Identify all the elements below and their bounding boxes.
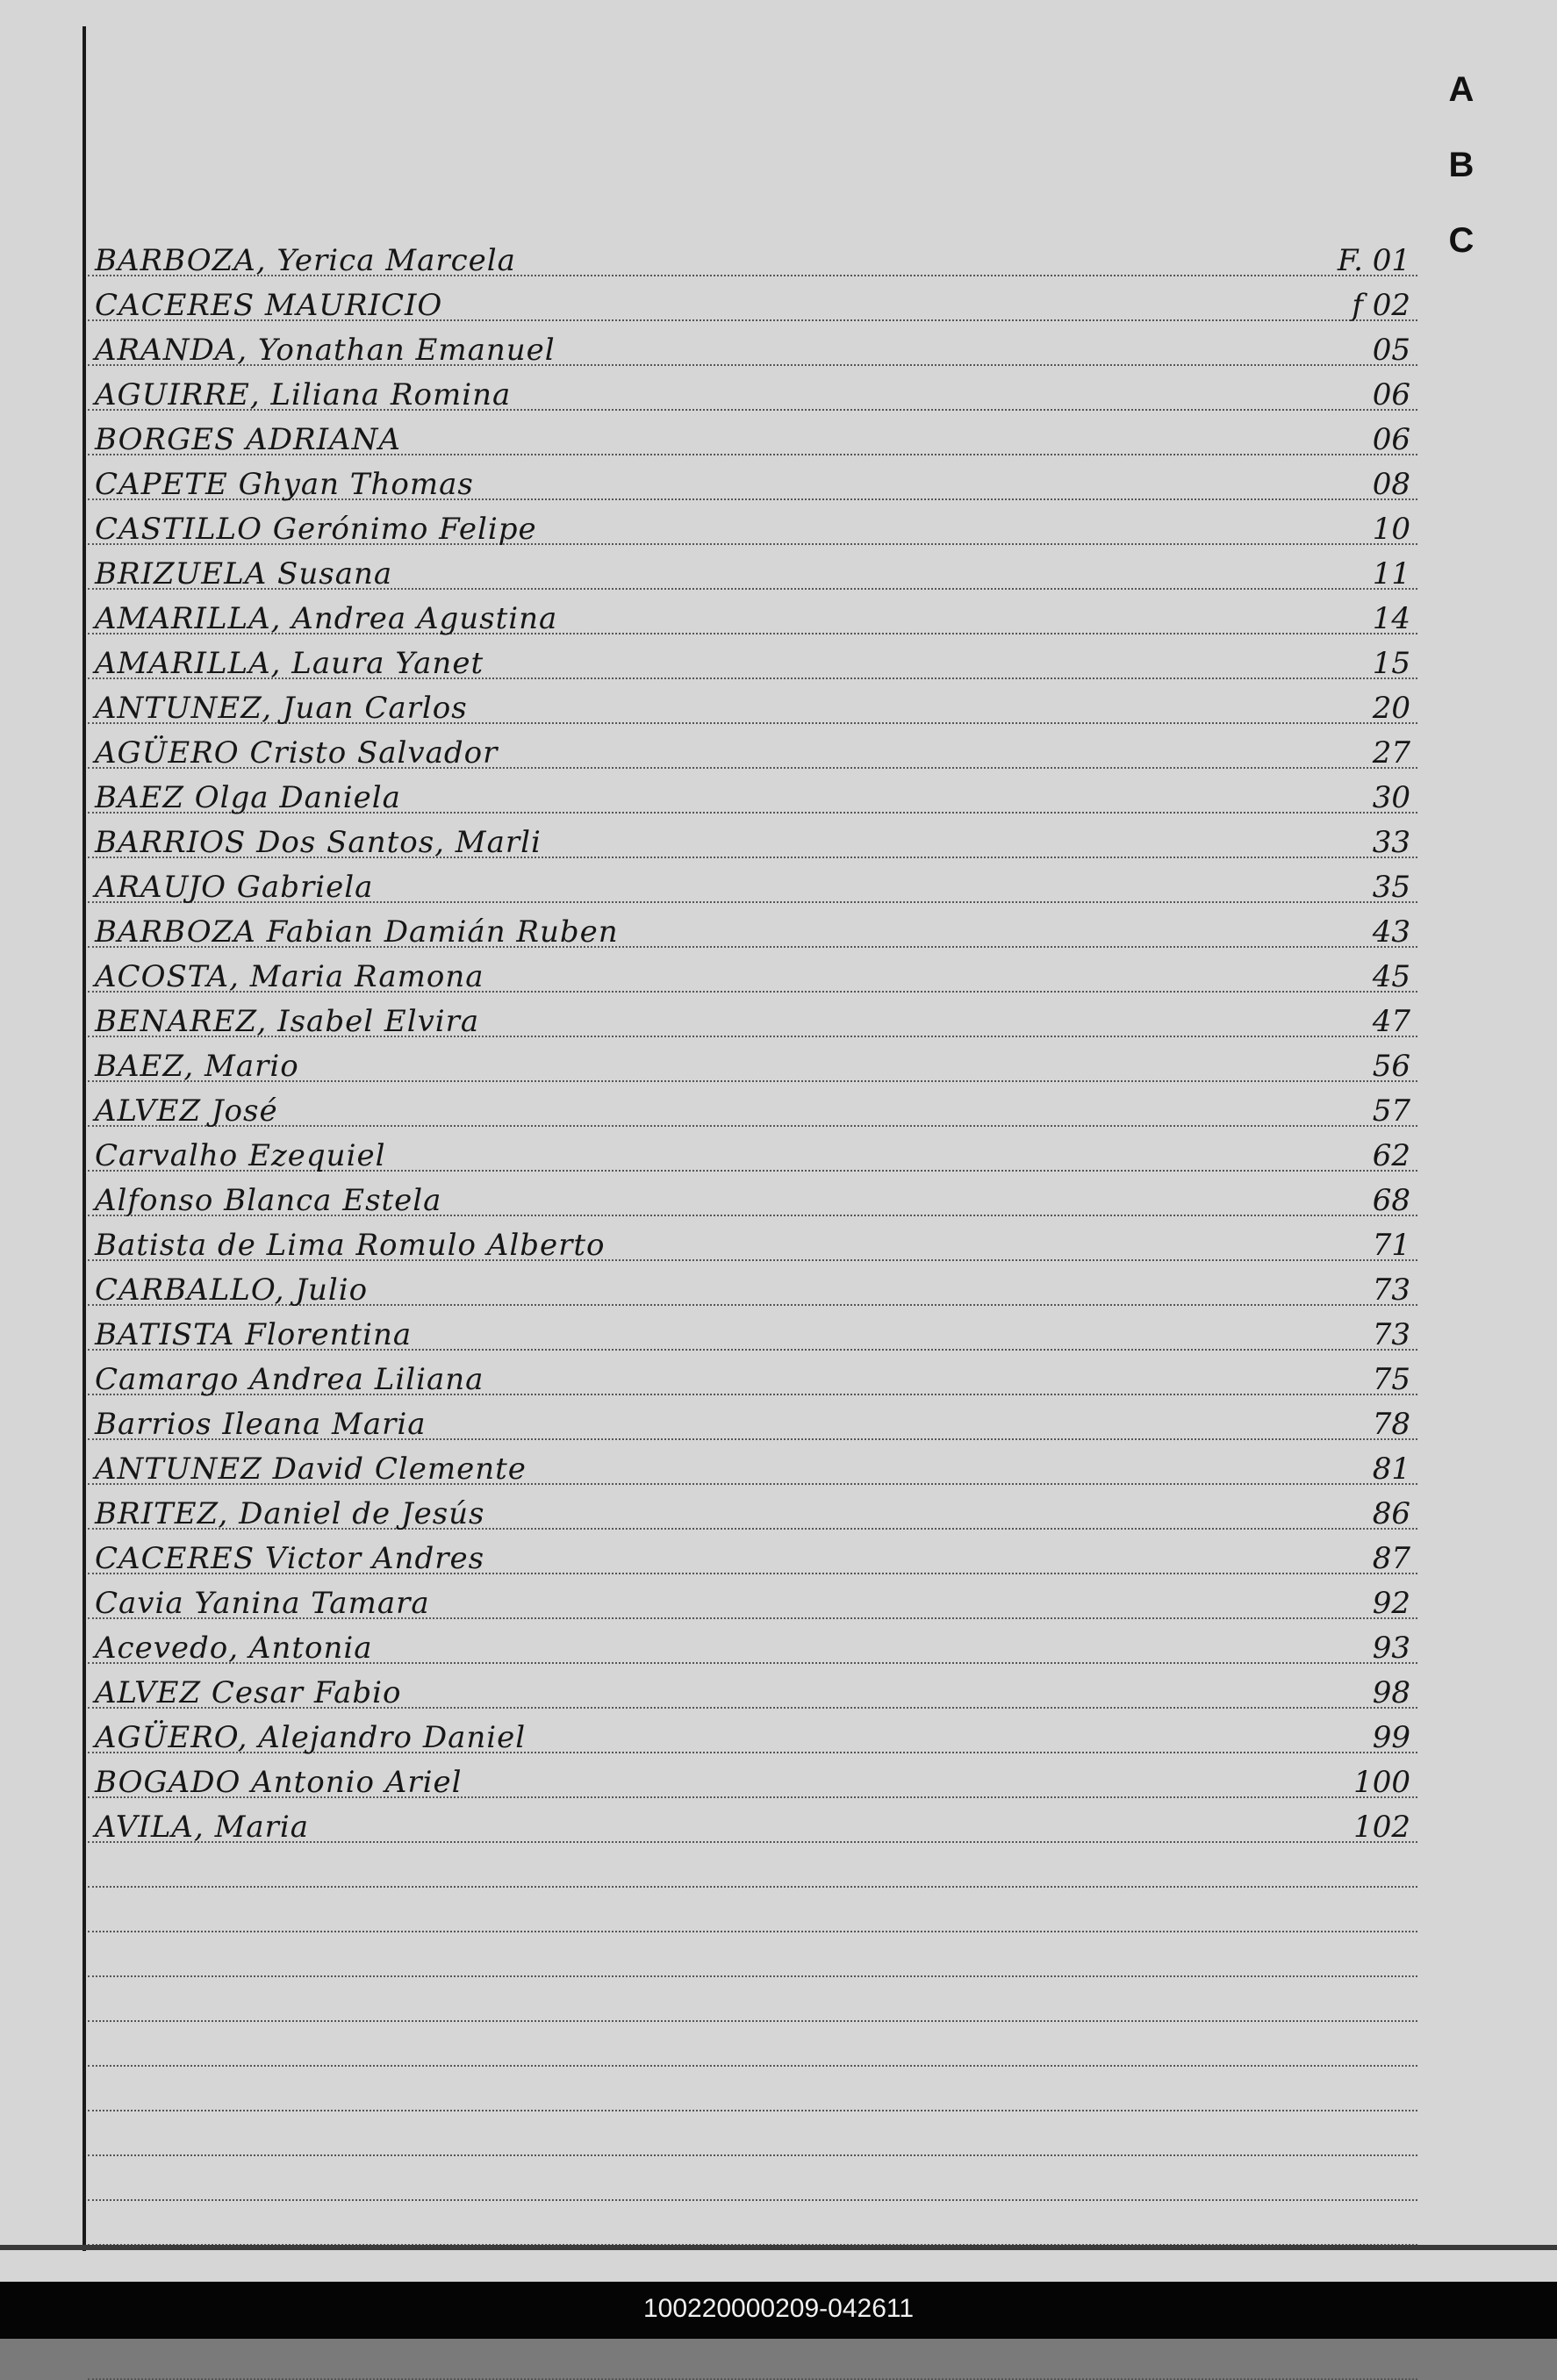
list-item xyxy=(88,1528,1417,1574)
entry-number: 57 xyxy=(1372,1093,1410,1129)
entry-name: Carvalho Ezequiel xyxy=(95,1138,386,1173)
list-item xyxy=(88,1662,1417,1709)
entry-number: 56 xyxy=(1372,1049,1410,1084)
entry-number: 100 xyxy=(1353,1765,1410,1800)
list-item xyxy=(88,588,1417,634)
entry-number: 62 xyxy=(1372,1138,1410,1173)
entry-name: AMARILLA, Laura Yanet xyxy=(95,646,484,681)
entry-name: ANTUNEZ David Clemente xyxy=(95,1452,527,1487)
list-item xyxy=(88,1215,1417,1261)
entry-number: 93 xyxy=(1372,1631,1410,1666)
list-item xyxy=(88,767,1417,814)
entry-name: BENAREZ, Isabel Elvira xyxy=(95,1004,480,1039)
list-item xyxy=(88,946,1417,993)
empty-line xyxy=(88,1886,1417,1932)
entry-number: 14 xyxy=(1372,601,1410,636)
entry-name: AMARILLA, Andrea Agustina xyxy=(95,601,558,636)
entry-name: Camargo Andrea Liliana xyxy=(95,1362,484,1397)
empty-line xyxy=(88,2199,1417,2246)
entry-number: f 02 xyxy=(1352,288,1410,323)
entry-name: BAEZ, Mario xyxy=(95,1049,299,1084)
entry-name: ALVEZ José xyxy=(95,1093,278,1129)
entry-name: AVILA, Maria xyxy=(95,1810,310,1845)
list-item xyxy=(88,1259,1417,1306)
empty-line xyxy=(88,2333,1417,2380)
list-item xyxy=(88,275,1417,321)
entry-name: ACOSTA, Maria Ramona xyxy=(95,959,484,994)
entry-name: CAPETE Ghyan Thomas xyxy=(95,467,474,502)
list-item xyxy=(88,812,1417,858)
entry-name: Barrios Ileana Maria xyxy=(95,1407,427,1442)
list-item xyxy=(88,498,1417,545)
entry-name: AGUIRRE, Liliana Romina xyxy=(95,377,512,412)
margin-line xyxy=(83,26,86,2251)
list-item xyxy=(88,1796,1417,1843)
index-tab-a[interactable]: A xyxy=(1448,70,1474,109)
list-item xyxy=(88,901,1417,948)
empty-line xyxy=(88,1841,1417,1888)
list-item xyxy=(88,1125,1417,1172)
entry-number: 47 xyxy=(1372,1004,1410,1039)
entry-name: CASTILLO Gerónimo Felipe xyxy=(95,512,537,547)
entry-number: 05 xyxy=(1372,333,1410,368)
entry-number: 98 xyxy=(1372,1675,1410,1710)
entry-number: 15 xyxy=(1372,646,1410,681)
list-item xyxy=(88,1573,1417,1619)
index-tab-c[interactable]: C xyxy=(1448,221,1474,260)
entry-name: BARBOZA Fabian Damián Ruben xyxy=(95,914,619,950)
entry-number: 06 xyxy=(1372,377,1410,412)
entry-name: BAEZ Olga Daniela xyxy=(95,780,401,815)
list-item xyxy=(88,1349,1417,1395)
list-item xyxy=(88,857,1417,903)
entry-number: 33 xyxy=(1372,825,1410,860)
entry-name: BATISTA Florentina xyxy=(95,1317,413,1352)
entry-name: AGÜERO, Alejandro Daniel xyxy=(95,1720,527,1755)
bottom-rule xyxy=(0,2245,1557,2250)
list-item xyxy=(88,991,1417,1037)
entry-name: BARBOZA, Yerica Marcela xyxy=(95,243,516,278)
entry-name: BOGADO Antonio Ariel xyxy=(95,1765,463,1800)
list-item xyxy=(88,633,1417,679)
entry-name: Alfonso Blanca Estela xyxy=(95,1183,442,1218)
entry-number: 11 xyxy=(1372,556,1410,591)
entry-number: 78 xyxy=(1372,1407,1410,1442)
list-item xyxy=(88,1483,1417,1530)
entry-name: CARBALLO, Julio xyxy=(95,1272,369,1308)
list-item xyxy=(88,1304,1417,1351)
empty-line xyxy=(88,1975,1417,2022)
entry-number: 99 xyxy=(1372,1720,1410,1755)
entry-name: BRITEZ, Daniel de Jesús xyxy=(95,1496,485,1531)
entry-number: 102 xyxy=(1353,1810,1410,1845)
list-item xyxy=(88,319,1417,366)
entry-number: 10 xyxy=(1372,512,1410,547)
entry-number: 08 xyxy=(1372,467,1410,502)
empty-line xyxy=(88,2020,1417,2067)
entry-name: ARANDA, Yonathan Emanuel xyxy=(95,333,556,368)
entry-number: 35 xyxy=(1372,870,1410,905)
list-item xyxy=(88,1617,1417,1664)
list-item xyxy=(88,722,1417,769)
list-item xyxy=(88,1170,1417,1216)
entry-name: Batista de Lima Romulo Alberto xyxy=(95,1228,606,1263)
entry-name: AGÜERO Cristo Salvador xyxy=(95,735,499,771)
list-item xyxy=(88,454,1417,500)
document-id: 100220000209-042611 xyxy=(642,2294,915,2323)
list-item xyxy=(88,1394,1417,1440)
entry-name: ANTUNEZ, Juan Carlos xyxy=(95,691,468,726)
entry-number: 87 xyxy=(1372,1541,1410,1576)
empty-line xyxy=(88,2154,1417,2201)
list-item xyxy=(88,409,1417,455)
entry-name: CACERES Victor Andres xyxy=(95,1541,485,1576)
footer-bar xyxy=(0,2282,1557,2339)
list-item xyxy=(88,230,1417,276)
entry-number: 30 xyxy=(1372,780,1410,815)
entry-name: Acevedo, Antonia xyxy=(95,1631,373,1666)
list-item xyxy=(88,543,1417,590)
entry-name: BARRIOS Dos Santos, Marli xyxy=(95,825,542,860)
empty-line xyxy=(88,2065,1417,2111)
empty-line xyxy=(88,1931,1417,1977)
entry-number: 68 xyxy=(1372,1183,1410,1218)
list-item xyxy=(88,364,1417,411)
list-item xyxy=(88,1036,1417,1082)
entry-number: 86 xyxy=(1372,1496,1410,1531)
list-item xyxy=(88,1438,1417,1485)
entry-number: 06 xyxy=(1372,422,1410,457)
list-item xyxy=(88,1080,1417,1127)
entry-name: Cavia Yanina Tamara xyxy=(95,1586,430,1621)
entry-number: 20 xyxy=(1372,691,1410,726)
entry-name: CACERES MAURICIO xyxy=(95,288,443,323)
list-item xyxy=(88,1752,1417,1798)
entry-number: 92 xyxy=(1372,1586,1410,1621)
entry-number: 43 xyxy=(1372,914,1410,950)
entry-name: ARAUJO Gabriela xyxy=(95,870,374,905)
entry-name: BORGES ADRIANA xyxy=(95,422,401,457)
entry-number: 71 xyxy=(1372,1228,1410,1263)
entry-name: BRIZUELA Susana xyxy=(95,556,393,591)
entry-number: 45 xyxy=(1372,959,1410,994)
entry-number: 73 xyxy=(1372,1272,1410,1308)
entry-number: 73 xyxy=(1372,1317,1410,1352)
entry-number: 27 xyxy=(1372,735,1410,771)
entry-number: F. 01 xyxy=(1337,243,1410,278)
empty-line xyxy=(88,2110,1417,2156)
entry-number: 75 xyxy=(1372,1362,1410,1397)
list-item xyxy=(88,677,1417,724)
entry-number: 81 xyxy=(1372,1452,1410,1487)
list-item xyxy=(88,1707,1417,1753)
entry-name: ALVEZ Cesar Fabio xyxy=(95,1675,402,1710)
index-tab-b[interactable]: B xyxy=(1448,146,1474,184)
